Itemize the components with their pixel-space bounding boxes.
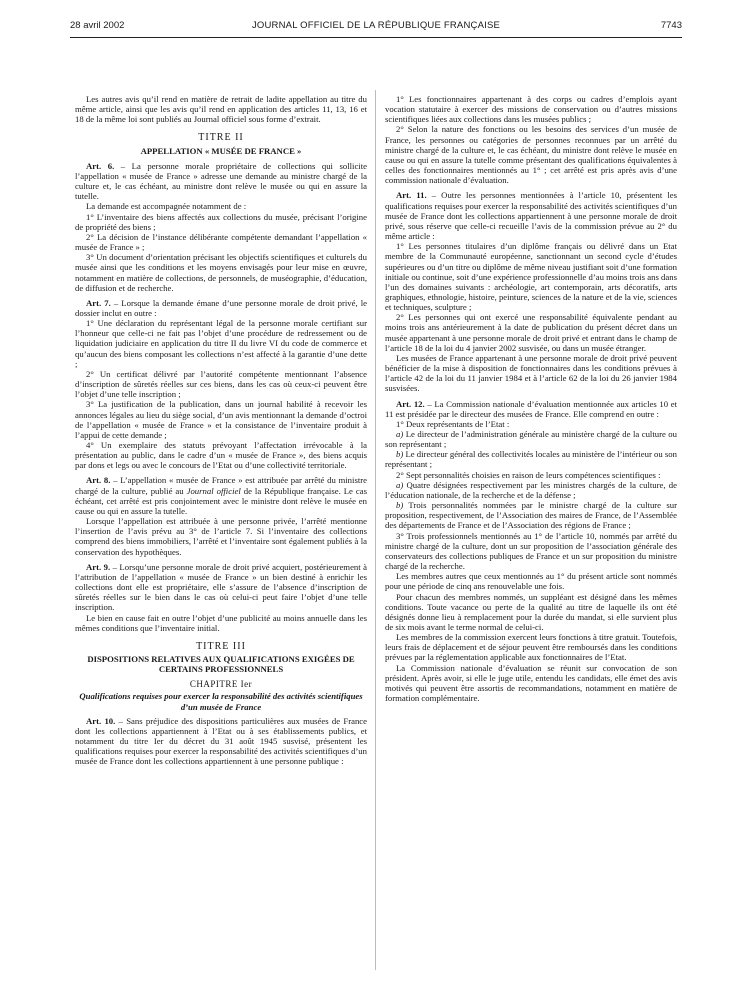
article-9: Art. 9. – Lorsqu’une personne morale de droit privé acquiert, postérieurement à l’attribution de l’appellation « musée de France » un bien destiné à enrichir les collections dont elle est propriétaire, elle s’assure de l’absence d’inscription de sûretés réelles sur le bien dans le cas où celui-ci peut faire l’objet d’une telle inscription. bbox=[75, 561, 367, 613]
article-12-duties-paragraph: Les membres de la commission exercent leurs fonctions à titre gratuit. Toutefois, leurs frais de déplacement et de séjour peuvent être remboursés dans les conditions prévues par la réglementation applicable aux fonctionnaires de l’Etat. bbox=[385, 632, 677, 663]
titre-3-heading: TITRE III bbox=[196, 640, 246, 652]
article-11-item-2: 2° Les personnes qui ont exercé une responsabilité équivalente pendant au moins trois ans antérieurement à la date de publication du présent décret dans un musée appartenant à une personne morale de droit privé et entrant dans le champ de l’article 18 de la loi du 4 janvier 2002 susvisée, ou dans un musée étranger. bbox=[385, 312, 677, 353]
right-column bbox=[385, 94, 677, 703]
left-column bbox=[75, 94, 367, 767]
article-11: Art. 11. – Outre les personnes mentionnées à l’article 10, présentent les qualifications requises pour exercer la responsabilité des activités scientifiques d’un musée de France dont les collections appartiennent à une personne morale de droit privé, sous réserve que celle-ci recueille l’avis de la commission prévue au 2° du même article : bbox=[385, 190, 678, 242]
article-7-item-2: 2° Un certificat délivré par l’autorité compétente mentionnant l’absence d’inscription de sûretés réelles sur ces biens, dans les cas où ceux-ci peuvent être l’objet d’une telle inscription ; bbox=[75, 368, 367, 400]
article-12-item-2a: a) Quatre désignées respectivement par les ministres chargés de la culture, de l’éducation nationale, de la recherche et de la défense ; bbox=[385, 479, 677, 500]
article-12-item-3: 3° Trois professionnels mentionnés au 1° de l’article 10, nommés par arrêté du ministre chargé de la culture, dont un sur proposition de l’association générale des conservateurs des collections publiques de France et un sur proposition du ministre chargé de la recherche. bbox=[385, 530, 677, 572]
header-page-number: 7743 bbox=[660, 20, 682, 31]
article-12-members-paragraph: Les membres autres que ceux mentionnés au 1° du présent article sont nommés pour une période de cinq ans renouvelable une fois. bbox=[385, 571, 677, 592]
article-7-item-1: 1° Une déclaration du représentant légal de la personne morale certifiant sur l’honneur que celle-ci ne fait pas l’objet d’une procédure de redressement ou de liquidation judiciaire en application du titre II du livre VI du code de commerce et qu’aucun des biens composant les collections n’est affecté à la garantie d’une dette ; bbox=[75, 318, 367, 369]
article-10: Art. 10. – Sans préjudice des dispositions particulières aux musées de France dont les collections appartiennent à l’Etat ou à ses établissements publics, et notamment du titre Ier du décret du 31 août 1945 susvisé, présentent les qualifications requises pour exercer la responsabilité des activités scientifiques d’un musée de France dont les collections appartiennent à une personne publique : bbox=[75, 715, 367, 767]
column-divider bbox=[375, 90, 376, 970]
header-date: 28 avril 2002 bbox=[70, 20, 125, 31]
article-6-item-1: 1° L’inventaire des biens affectés aux collections du musée, précisant l’origine de propriété des biens ; bbox=[75, 211, 367, 232]
article-8: Art. 8. – L’appellation « musée de France » est attribuée par arrêté du ministre chargé de la culture, publié au Journal officiel de la République française. Le cas échéant, cet arrêté est pris conjointement avec le ministre dont relève le musée en cause ou qui en assure la tutelle. bbox=[75, 475, 367, 516]
header-title: JOURNAL OFFICIEL DE LA RÉPUBLIQUE FRANÇAISE bbox=[251, 20, 501, 31]
article-7-item-4: 4° Un exemplaire des statuts prévoyant l’affectation irrévocable à la présentation au public, dans le cadre d’un « musée de France », des biens acquis par dons et legs ou avec le concours de l’Etat ou d’une collectivité territoriale. bbox=[75, 440, 367, 471]
article-12-meeting-paragraph: La Commission nationale d’évaluation se réunit sur convocation de son président. Après avoir, si elle le juge utile, entendu les candidats, elle émet des avis motivés qui peuvent être assortis de recommandations, notamment en matière de formation complémentaire. bbox=[385, 662, 677, 704]
article-7: Art. 7. – Lorsque la demande émane d’une personne morale de droit privé, le dossier inclut en outre : bbox=[75, 297, 367, 318]
article-10-item-2: 2° Selon la nature des fonctions ou les besoins des services d’un musée de France, les personnes ou catégories de personnes reconnues par un arrêté du ministre chargé de la culture et, le cas échéant, du ministre dont relève le musée en cause ou qui en assure la tutelle comme présentant des qualifications équivalentes à celles des fonctionnaires mentionnés au 1° ; cet arrêté est pris après avis d’une commission nationale d’évaluation. bbox=[385, 124, 677, 186]
article-11-paragraph-2: Les musées de France appartenant à une personne morale de droit privé peuvent bénéficier de la mise à disposition de fonctionnaires dans les conditions prévues à l’article 42 de la loi du 11 janvier 1984 et à l’article 62 de la loi du 26 janvier 1984 susvisées. bbox=[385, 352, 677, 394]
article-12-item-1: 1° Deux représentants de l’Etat : bbox=[396, 418, 510, 429]
chapitre-heading: CHAPITRE Ier bbox=[189, 679, 253, 690]
titre-3-subheading: DISPOSITIONS RELATIVES AUX QUALIFICATIONS EXIGÉES DE CERTAINS PROFESSIONNELS bbox=[87, 653, 355, 675]
article-10-item-1: 1° Les fonctionnaires appartenant à des corps ou cadres d’emplois ayant vocation statutaire à exercer des missions de conservation ou d’autres missions scientifiques liées aux collections dans les musées publics ; bbox=[385, 94, 677, 125]
article-6-item-2: 2° La décision de l’instance délibérante compétente demandant l’appellation « musée de France » ; bbox=[75, 231, 367, 253]
intro-paragraph: Les autres avis qu’il rend en matière de retrait de ladite appellation au titre du même article, ainsi que les avis qu’il rend en application des articles 11, 13, 16 et 18 de la même loi sont publiés au Journal officiel sous forme d’extrait. bbox=[75, 94, 367, 125]
article-6-item-3: 3° Un document d’orientation précisant les objectifs scientifiques et culturels du musée ainsi que les conditions et les moyens envisagés pour leur mise en œuvre, notamment en matière de collections, de personnels, de muséographie, d’éducation, de diffusion et de recherche. bbox=[75, 252, 367, 293]
article-9-paragraph-2: Le bien en cause fait en outre l’objet d’une publicité au moins annuelle dans les mêmes conditions que l’inventaire initial. bbox=[75, 612, 367, 633]
article-12-substitutes-paragraph: Pour chacun des membres nommés, un suppléant est désigné dans les mêmes conditions. Toute vacance ou perte de la qualité au titre de laquelle ils ont été désignés donne lieu à remplacement pour la durée du mandat, si elle survient plus de six mois avant le terme normal de celui-ci. bbox=[385, 591, 677, 632]
article-12-item-2: 2° Sept personnalités choisies en raison de leurs compétences scientifiques : bbox=[396, 469, 661, 480]
article-12-item-1b: b) Le directeur général des collectivités locales au ministère de l’intérieur ou son représentant ; bbox=[385, 449, 677, 470]
article-12-item-1a: a) Le directeur de l’administration générale au ministère chargé de la culture ou son représentant ; bbox=[385, 429, 677, 450]
titre-2-subheading: APPELLATION « MUSÉE DE FRANCE » bbox=[140, 145, 302, 156]
article-11-item-1: 1° Les personnes titulaires d’un diplôme français ou délivré dans un Etat membre de la Communauté européenne, sanctionnant un second cycle d’études supérieures ou d’un titre ou diplôme de même niveau justifiant soit d’une formation initiale ou continue, soit d’une expérience professionnelle d’au moins trois ans dans l’un des domaines suivants : archéologie, art contemporain, arts décoratifs, arts graphiques, ethnologie, histoire, peinture, sciences de la nature et de la vie, sciences et techniques, sculpture ; bbox=[385, 241, 677, 313]
article-7-item-3: 3° La justification de la publication, dans un journal habilité à recevoir les annonces légales au lieu du siège social, d’un avis mentionnant la demande d’octroi de l’appellation « musée de France » et la consistance de l’inventaire produit à l’appui de cette demande ; bbox=[75, 399, 367, 440]
article-8-paragraph-2: Lorsque l’appellation est attribuée à une personne privée, l’arrêté mentionne l’insertion de l’avis prévu au 3° de l’article 7. Si l’inventaire des collections comprend des biens immobiliers, l’arrêté et l’inventaire sont également publiés à la conservation des hypothèques. bbox=[75, 516, 367, 557]
header-rule bbox=[70, 37, 682, 38]
article-6: Art. 6. – La personne morale propriétaire de collections qui sollicite l’appellation « musée de France » adresse une demande au ministre chargé de la culture et, le cas échéant, au ministre dont relève le musée ou qui en assure la tutelle. bbox=[75, 160, 367, 202]
article-6-list-intro: La demande est accompagnée notamment de : bbox=[86, 201, 247, 212]
titre-2-heading: TITRE II bbox=[198, 132, 244, 144]
chapitre-subheading: Qualifications requises pour exercer la responsabilité des activités scientifiques d’un musée de France bbox=[79, 691, 363, 712]
article-12-item-2b: b) Trois personnalités nommées par le ministre chargé de la culture sur proposition, respectivement, de l’Association des maires de France, de l’Assemblée des départements de France et de l’Association des régions de France ; bbox=[385, 500, 677, 531]
page-header bbox=[70, 20, 682, 34]
article-12: Art. 12. – La Commission nationale d’évaluation mentionnée aux articles 10 et 11 est présidée par le directeur des musées de France. Elle comprend en outre : bbox=[385, 398, 677, 419]
